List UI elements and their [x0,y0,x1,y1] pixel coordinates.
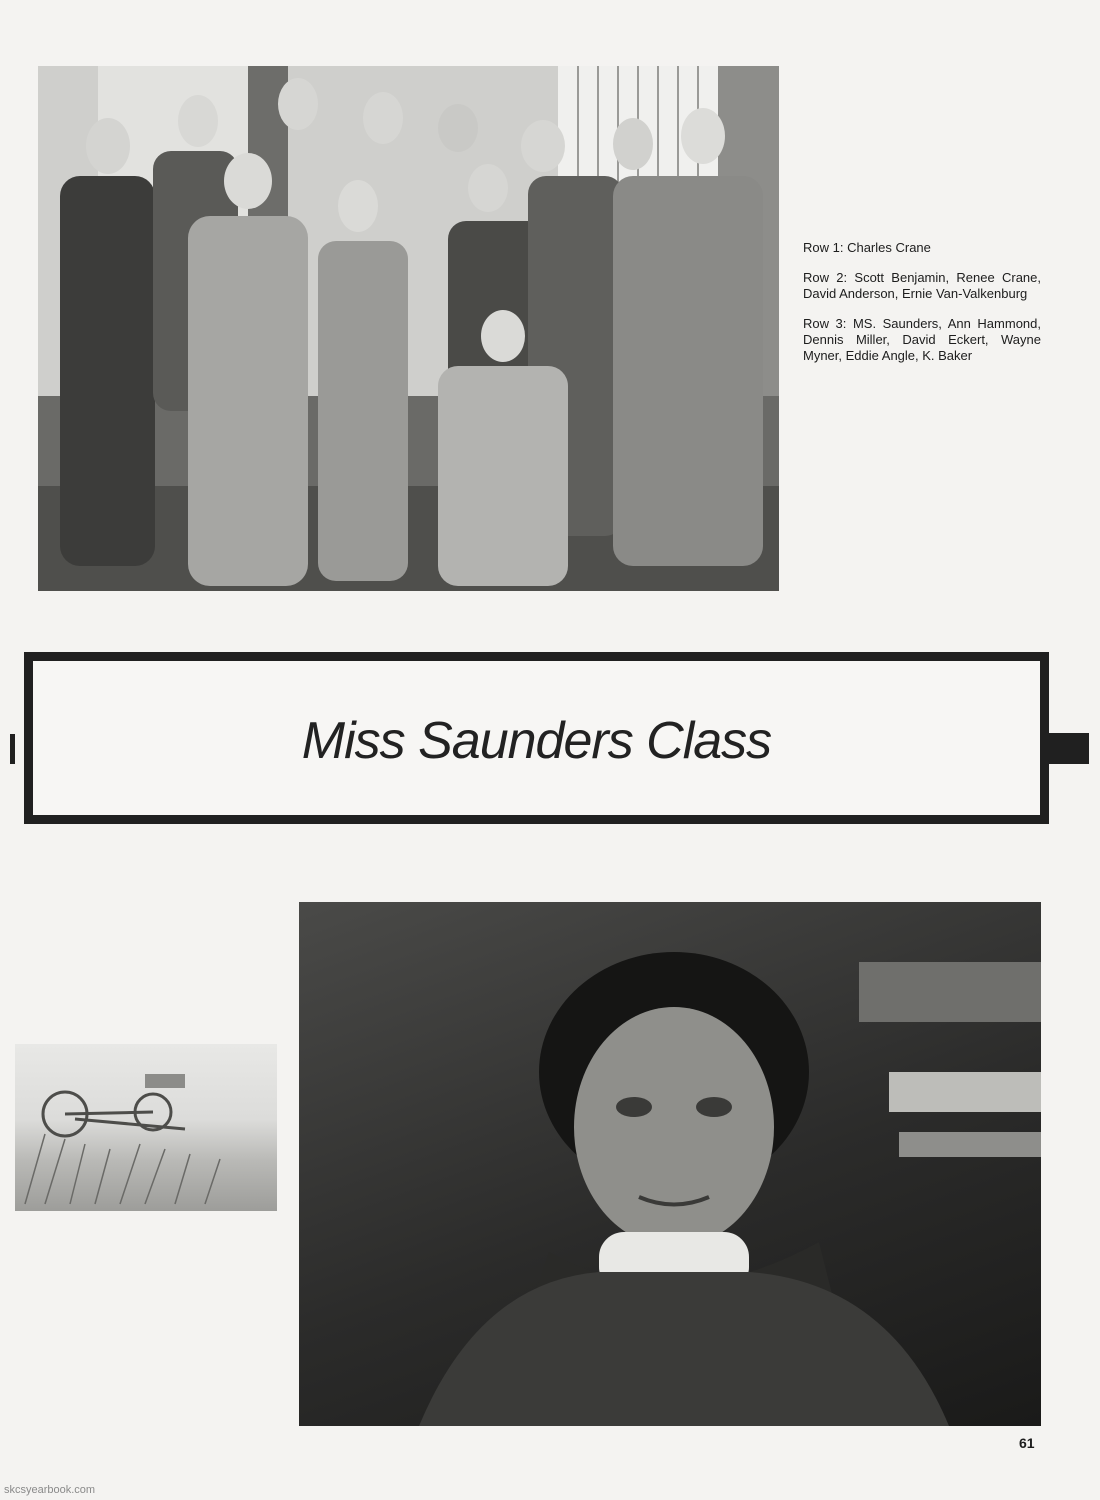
class-group-photo [38,66,779,591]
page-number: 61 [1019,1435,1035,1451]
photo-caption [803,240,1041,378]
caption-row-3: Row 3: MS. Saunders, Ann Hammond, Dennis Miller, David Eckert, Wayne Myner, Eddie Angle, K. Baker [803,316,1041,363]
left-tab-mark [10,734,15,764]
caption-row-1: Row 1: Charles Crane [803,240,931,255]
page-title: Miss Saunders Class [301,712,772,770]
caption-row-2: Row 2: Scott Benjamin, Renee Crane, David Anderson, Ernie Van-Valkenburg [803,270,1041,301]
title-banner [24,652,1049,824]
wagon-sketch-illustration [15,1044,277,1211]
site-watermark: skcsyearbook.com [4,1484,96,1496]
right-tab-mark [1049,733,1089,764]
student-portrait-photo [299,902,1041,1426]
